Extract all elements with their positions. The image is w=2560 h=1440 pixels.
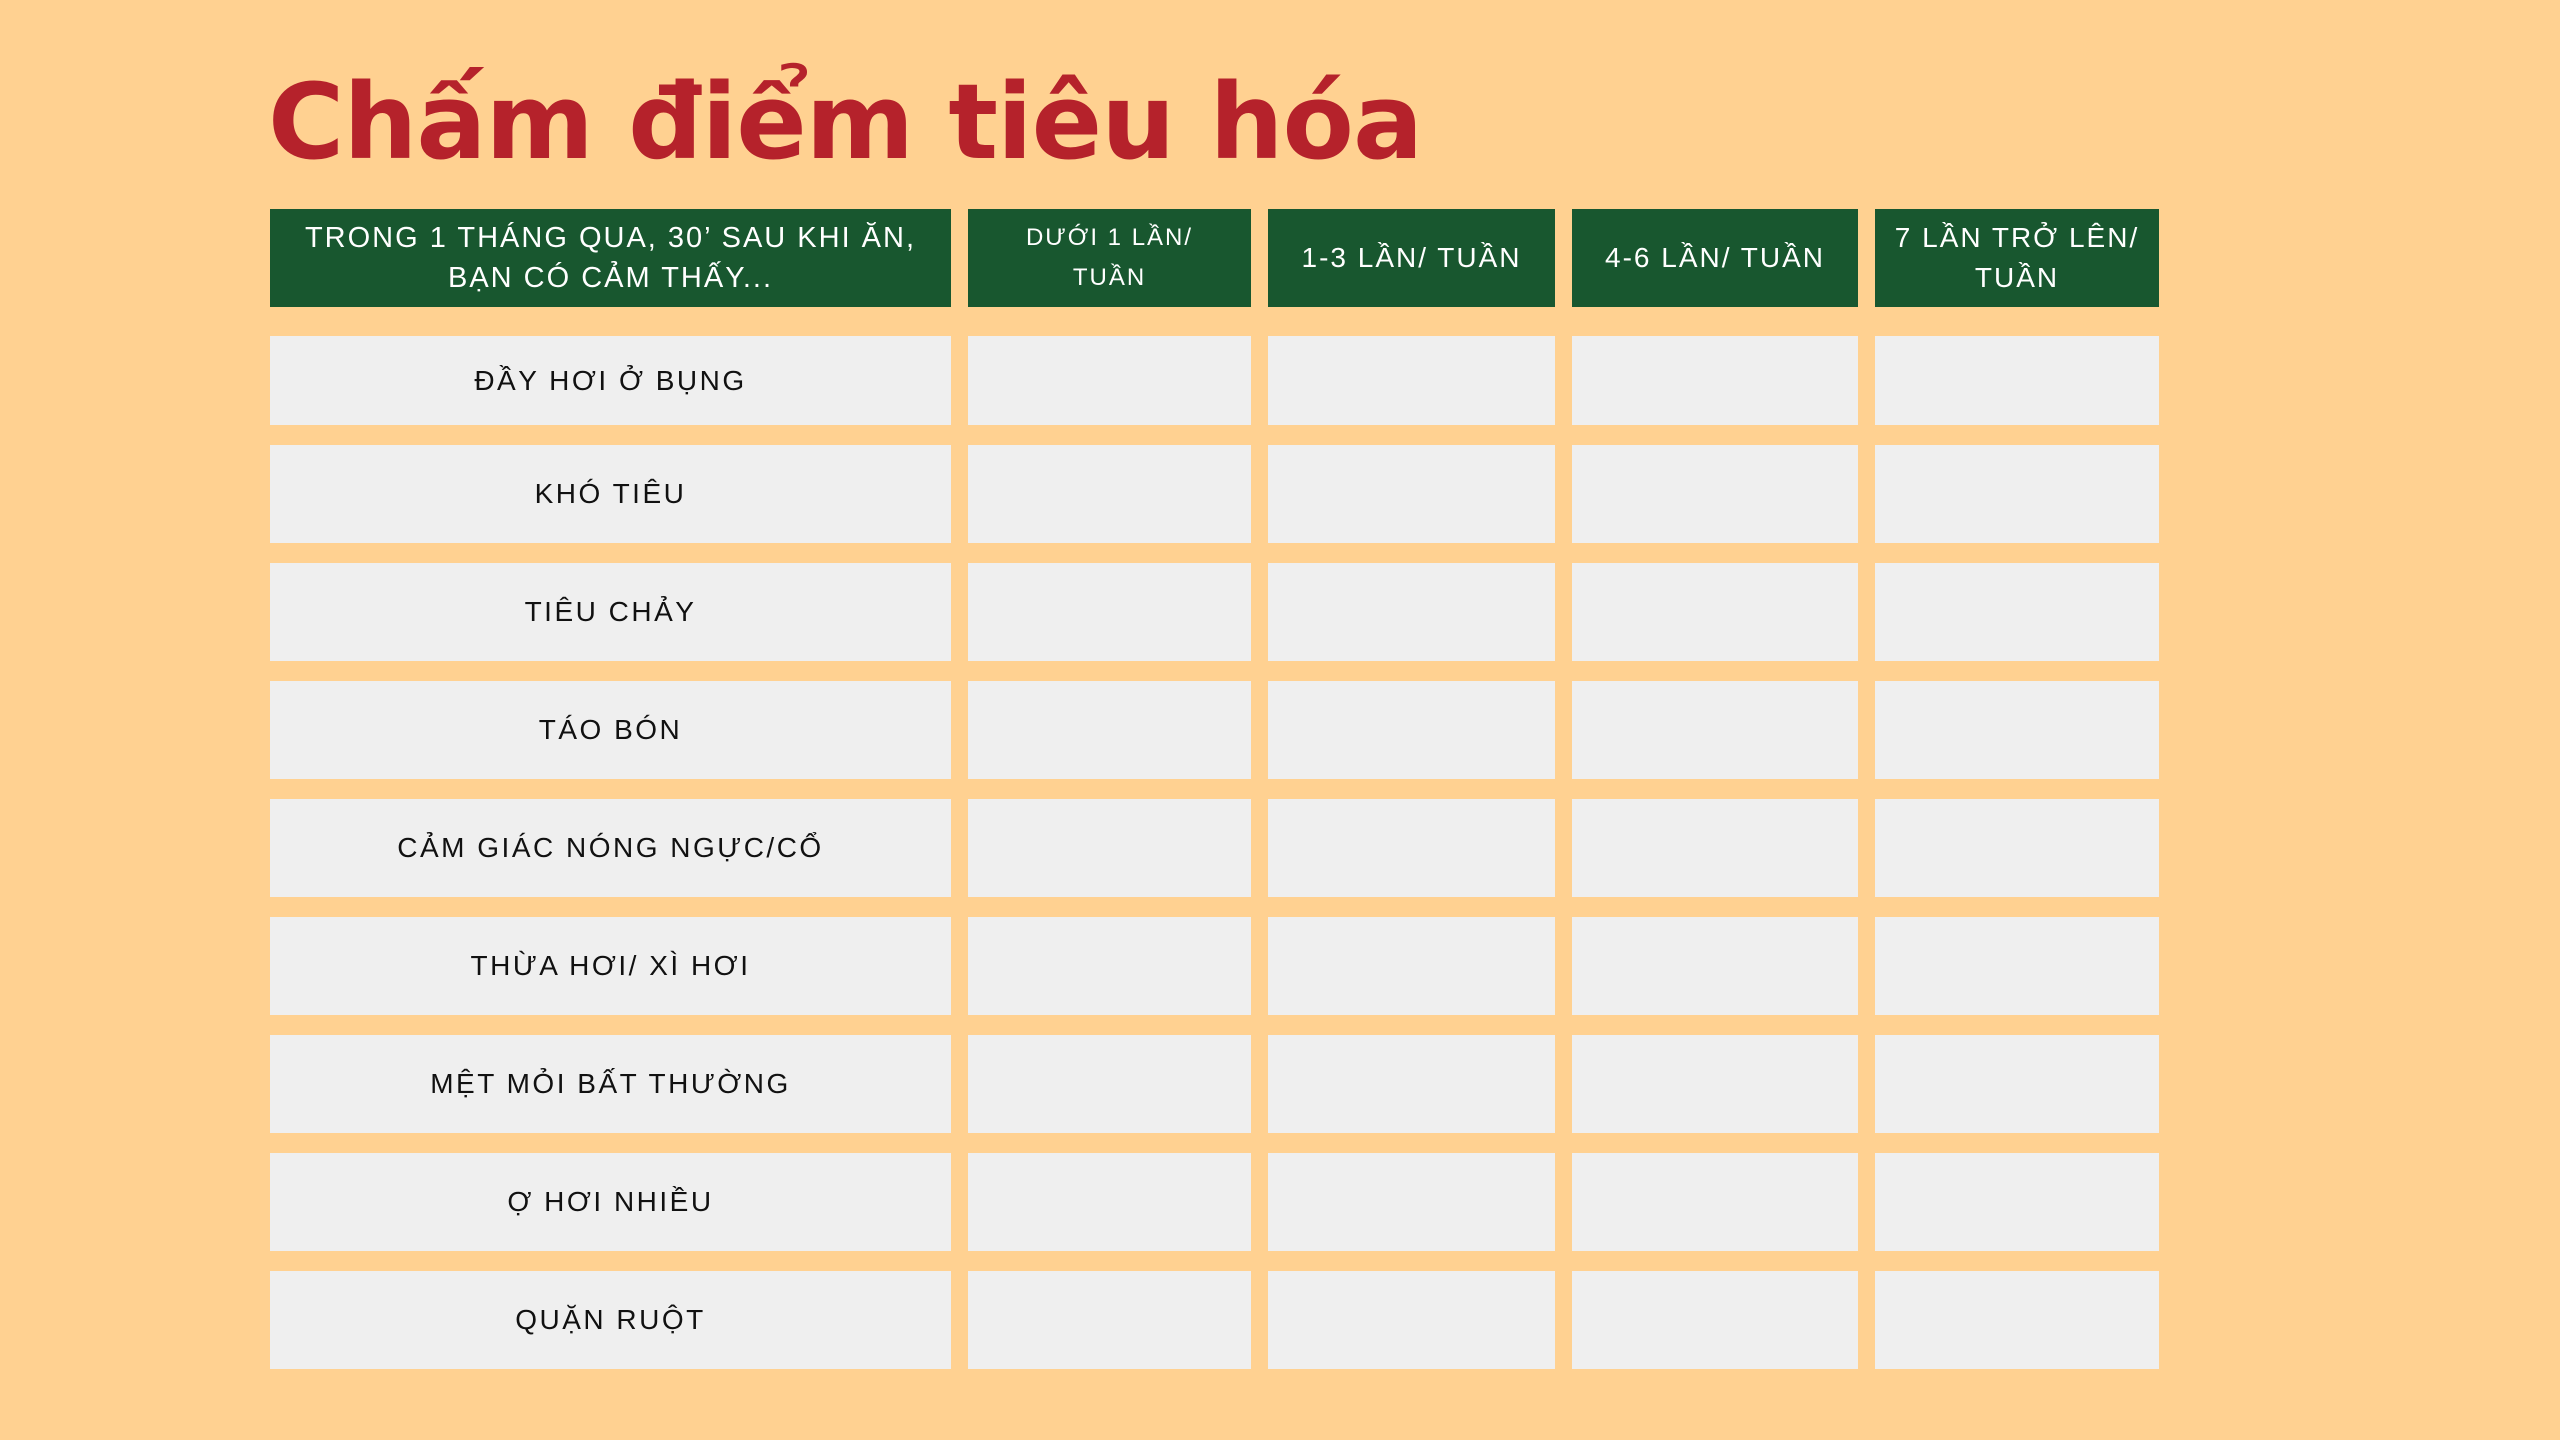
symptom-label: TÁO BÓN <box>270 681 951 779</box>
answer-cell[interactable] <box>1572 563 1858 661</box>
answer-cell[interactable] <box>1572 1271 1858 1369</box>
digestion-score-table <box>270 209 2160 1369</box>
answer-cell[interactable] <box>1875 1035 2159 1133</box>
header-4-6-per-week: 4-6 LẦN/ TUẦN <box>1572 209 1858 307</box>
header-under-1-per-week: DƯỚI 1 LẦN/ TUẦN <box>968 209 1251 307</box>
answer-cell[interactable] <box>968 799 1251 897</box>
answer-cell[interactable] <box>1268 336 1555 425</box>
answer-cell[interactable] <box>968 1271 1251 1369</box>
answer-cell[interactable] <box>1268 799 1555 897</box>
symptom-label: MỆT MỎI BẤT THƯỜNG <box>270 1035 951 1133</box>
answer-cell[interactable] <box>1268 917 1555 1015</box>
answer-cell[interactable] <box>968 445 1251 543</box>
answer-cell[interactable] <box>1572 681 1858 779</box>
symptom-label: Ợ HƠI NHIỀU <box>270 1153 951 1251</box>
answer-cell[interactable] <box>1572 799 1858 897</box>
answer-cell[interactable] <box>1875 445 2159 543</box>
answer-cell[interactable] <box>968 681 1251 779</box>
answer-cell[interactable] <box>1572 917 1858 1015</box>
answer-cell[interactable] <box>1268 445 1555 543</box>
answer-cell[interactable] <box>1572 1153 1858 1251</box>
symptom-label: CẢM GIÁC NÓNG NGỰC/CỔ <box>270 799 951 897</box>
symptom-label: KHÓ TIÊU <box>270 445 951 543</box>
header-1-3-per-week: 1-3 LẦN/ TUẦN <box>1268 209 1555 307</box>
symptom-label: TIÊU CHẢY <box>270 563 951 661</box>
answer-cell[interactable] <box>1268 1153 1555 1251</box>
answer-cell[interactable] <box>1268 563 1555 661</box>
answer-cell[interactable] <box>968 1153 1251 1251</box>
answer-cell[interactable] <box>1875 1153 2159 1251</box>
answer-cell[interactable] <box>1268 681 1555 779</box>
answer-cell[interactable] <box>1875 681 2159 779</box>
symptom-label: THỪA HƠI/ XÌ HƠI <box>270 917 951 1015</box>
symptom-label: ĐẦY HƠI Ở BỤNG <box>270 336 951 425</box>
answer-cell[interactable] <box>1875 917 2159 1015</box>
header-7-plus-per-week: 7 LẦN TRỞ LÊN/ TUẦN <box>1875 209 2159 307</box>
answer-cell[interactable] <box>1875 799 2159 897</box>
answer-cell[interactable] <box>1875 563 2159 661</box>
answer-cell[interactable] <box>968 917 1251 1015</box>
answer-cell[interactable] <box>1268 1271 1555 1369</box>
answer-cell[interactable] <box>968 336 1251 425</box>
answer-cell[interactable] <box>1268 1035 1555 1133</box>
answer-cell[interactable] <box>1572 445 1858 543</box>
answer-cell[interactable] <box>1572 1035 1858 1133</box>
header-question: TRONG 1 THÁNG QUA, 30’ SAU KHI ĂN, BẠN CÓ CẢM THẤY... <box>270 209 951 307</box>
answer-cell[interactable] <box>1572 336 1858 425</box>
answer-cell[interactable] <box>1875 336 2159 425</box>
answer-cell[interactable] <box>1875 1271 2159 1369</box>
answer-cell[interactable] <box>968 1035 1251 1133</box>
symptom-label: QUẶN RUỘT <box>270 1271 951 1369</box>
answer-cell[interactable] <box>968 563 1251 661</box>
page-title: Chấm điểm tiêu hóa <box>268 61 1423 183</box>
